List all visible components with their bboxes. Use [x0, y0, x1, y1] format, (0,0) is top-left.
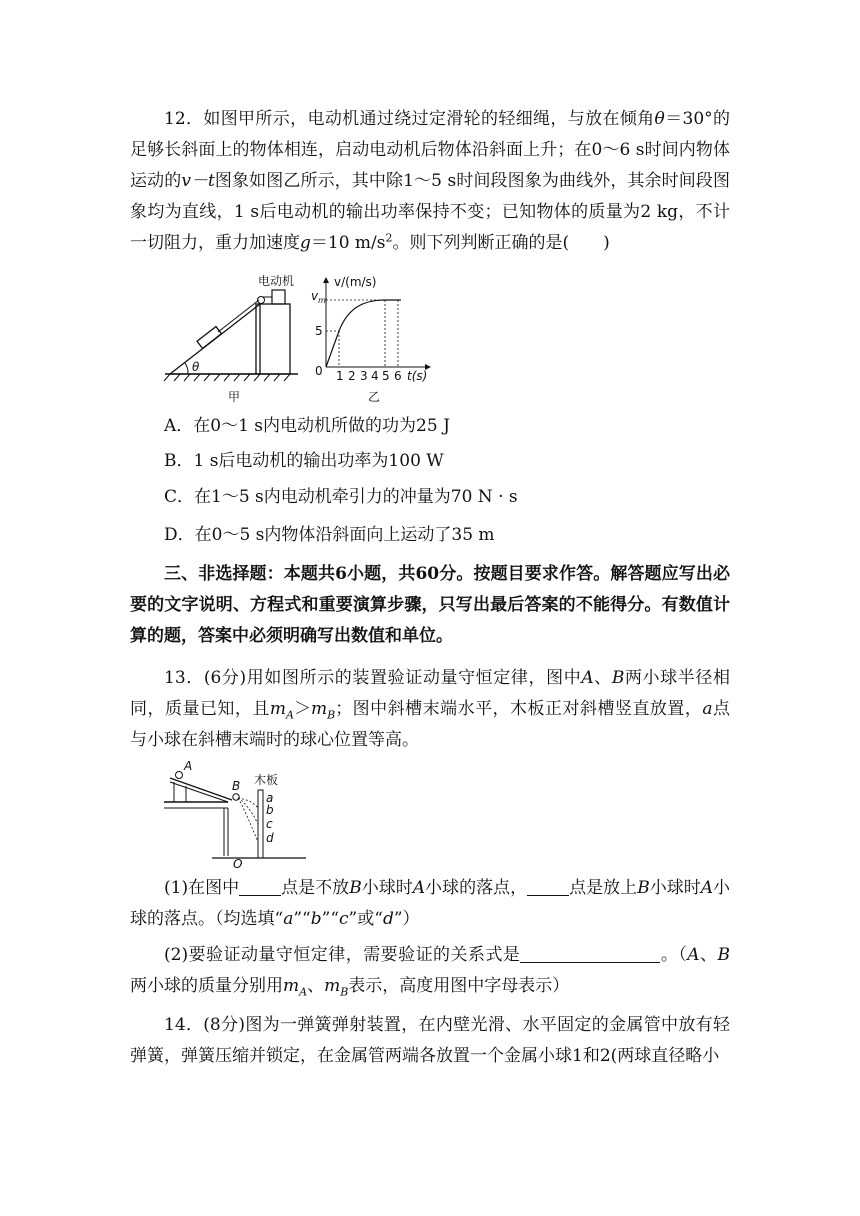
option-b: B．1 s后电动机的输出功率为100 W — [164, 451, 444, 471]
motor-label: 电动机 — [258, 274, 295, 288]
section-3-heading: 三、非选择题：本题共6小题，共60分。按题目要求作答。解答题应写出必要的文字说明、方程式和重要演算步骤，只写出最后答案的不能得分。有数值计算的题，答案中必须明确写出数值和单位。 — [130, 564, 730, 646]
point-c: c — [266, 817, 273, 831]
option-d: D．在0～5 s内物体沿斜面向上运动了35 m — [164, 525, 495, 545]
x-tick-1: 1 — [336, 369, 344, 383]
point-o: O — [233, 857, 243, 870]
q13-part-2: (2)要验证动量守恒定律，需要验证的关系式是 。（A、B两小球的质量分别用$m_A$、$m_B$表示，高度用图中字母表示） — [130, 945, 731, 999]
x-tick-6: 6 — [394, 369, 402, 383]
point-a: a — [266, 791, 274, 805]
answer-blank-3[interactable] — [520, 945, 660, 963]
q13-stem: 13．(6分)用如图所示的装置验证动量守恒定律，图中A、B两小球半径相同，质量已知，且$m_A>m_B$；图中斜槽末端水平，木板正对斜槽竖直放置，a点与小球在斜槽末端时的球心位置等高。 — [130, 668, 731, 750]
x-tick-5: 5 — [382, 369, 390, 383]
x-tick-2: 2 — [348, 369, 356, 383]
origin-label: 0 — [315, 364, 323, 378]
caption-yi: 乙 — [368, 390, 381, 404]
figure-yi-vt-graph — [305, 270, 445, 405]
x-tick-3: 3 — [360, 369, 368, 383]
angle-label: θ — [192, 360, 200, 374]
vm-label: $v_m$ — [311, 289, 326, 305]
point-d: d — [266, 831, 274, 845]
q14-stem: 14．(8分)图为一弹簧弹射装置，在内壁光滑、水平固定的金属管中放有轻弹簧，弹簧压缩并锁定，在金属管两端各放置一个金属小球1和2(两球直径略小 — [130, 1015, 730, 1066]
option-c: C．在1～5 s内电动机牵引力的冲量为70 N · s — [164, 487, 518, 507]
answer-blank-2[interactable] — [527, 878, 569, 896]
figure-q13-apparatus — [160, 760, 310, 870]
board-label: 木板 — [254, 773, 279, 787]
x-tick-4: 4 — [371, 369, 379, 383]
ball-b-label: B — [232, 779, 241, 793]
q13-part-1: (1)在图中 点是不放B小球时A小球的落点， 点是放上B小球时A小球的落点。（均选填“a”“b”“c”或“d”） — [130, 878, 731, 929]
figure-jia-incline — [160, 270, 305, 405]
ball-a-label: A — [184, 760, 193, 773]
point-b: b — [266, 803, 274, 817]
x-axis-label: t(s) — [407, 369, 428, 383]
vt-curve — [326, 300, 401, 367]
caption-jia: 甲 — [228, 390, 241, 404]
y-axis-label: v/(m/s) — [334, 275, 377, 289]
y-tick-5: 5 — [315, 324, 323, 338]
q12-stem: 12．如图甲所示，电动机通过绕过定滑轮的轻细绳，与放在倾角θ＝30°的足够长斜面上的物体相连，启动电动机后物体沿斜面上升；在0～6 s时间内物体运动的v－t图象如图乙所示，其中除1～5 s时间段图象为曲线外，其余时间段图象均为直线，1 s后电动机的输出功率保持不变；已知物体的质量为2 kg，不计一切阻力，重力加速度g＝10 $m/s^2$。则下列判断正确的是( ) — [130, 109, 731, 253]
option-a: A．在0～1 s内电动机所做的功为25 J — [164, 416, 450, 436]
answer-blank-1[interactable] — [239, 878, 281, 896]
